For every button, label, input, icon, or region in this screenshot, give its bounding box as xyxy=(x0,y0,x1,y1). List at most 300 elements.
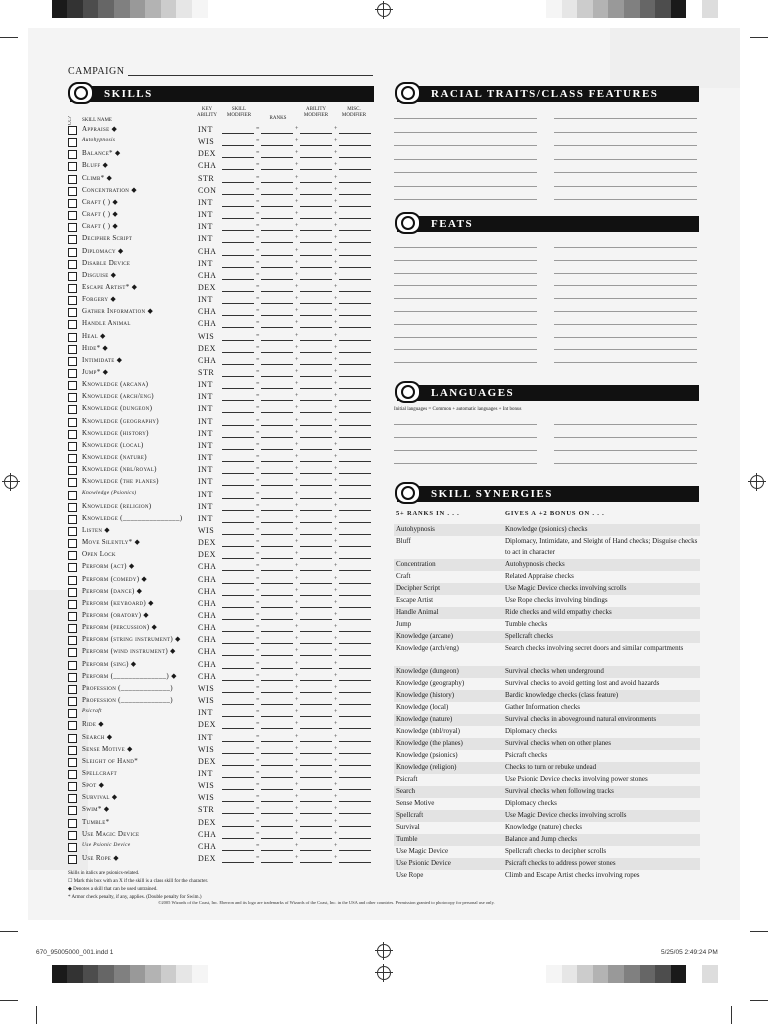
skill-modifier-field[interactable] xyxy=(222,473,254,474)
misc-modifier-field[interactable] xyxy=(339,364,371,365)
ability-modifier-field[interactable] xyxy=(300,558,332,559)
misc-modifier-field[interactable] xyxy=(339,631,371,632)
misc-modifier-field[interactable] xyxy=(339,789,371,790)
ranks-field[interactable] xyxy=(261,157,293,158)
class-skill-checkbox[interactable] xyxy=(68,831,77,840)
misc-modifier-field[interactable] xyxy=(339,400,371,401)
ability-modifier-field[interactable] xyxy=(300,157,332,158)
misc-modifier-field[interactable] xyxy=(339,850,371,851)
ranks-field[interactable] xyxy=(261,826,293,827)
skill-modifier-field[interactable] xyxy=(222,461,254,462)
class-skill-checkbox[interactable] xyxy=(68,734,77,743)
ranks-field[interactable] xyxy=(261,534,293,535)
write-in-line[interactable] xyxy=(554,424,697,425)
write-in-line[interactable] xyxy=(394,186,537,187)
class-skill-checkbox[interactable] xyxy=(68,357,77,366)
ranks-field[interactable] xyxy=(261,376,293,377)
ability-modifier-field[interactable] xyxy=(300,242,332,243)
class-skill-checkbox[interactable] xyxy=(68,636,77,645)
class-skill-checkbox[interactable] xyxy=(68,648,77,657)
misc-modifier-field[interactable] xyxy=(339,145,371,146)
ability-modifier-field[interactable] xyxy=(300,643,332,644)
ranks-field[interactable] xyxy=(261,558,293,559)
misc-modifier-field[interactable] xyxy=(339,765,371,766)
write-in-line[interactable] xyxy=(394,424,537,425)
write-in-line[interactable] xyxy=(394,273,537,274)
ranks-field[interactable] xyxy=(261,838,293,839)
ranks-field[interactable] xyxy=(261,801,293,802)
ranks-field[interactable] xyxy=(261,449,293,450)
write-in-line[interactable] xyxy=(554,118,697,119)
misc-modifier-field[interactable] xyxy=(339,862,371,863)
misc-modifier-field[interactable] xyxy=(339,230,371,231)
ability-modifier-field[interactable] xyxy=(300,388,332,389)
skill-modifier-field[interactable] xyxy=(222,813,254,814)
skill-modifier-field[interactable] xyxy=(222,267,254,268)
class-skill-checkbox[interactable] xyxy=(68,199,77,208)
ability-modifier-field[interactable] xyxy=(300,765,332,766)
misc-modifier-field[interactable] xyxy=(339,801,371,802)
ability-modifier-field[interactable] xyxy=(300,291,332,292)
class-skill-checkbox[interactable] xyxy=(68,855,77,864)
class-skill-checkbox[interactable] xyxy=(68,588,77,597)
skill-modifier-field[interactable] xyxy=(222,765,254,766)
misc-modifier-field[interactable] xyxy=(339,753,371,754)
ability-modifier-field[interactable] xyxy=(300,777,332,778)
write-in-line[interactable] xyxy=(394,145,537,146)
skill-modifier-field[interactable] xyxy=(222,242,254,243)
class-skill-checkbox[interactable] xyxy=(68,721,77,730)
ranks-field[interactable] xyxy=(261,461,293,462)
class-skill-checkbox[interactable] xyxy=(68,624,77,633)
ranks-field[interactable] xyxy=(261,485,293,486)
ability-modifier-field[interactable] xyxy=(300,400,332,401)
class-skill-checkbox[interactable] xyxy=(68,393,77,402)
ranks-field[interactable] xyxy=(261,668,293,669)
ranks-field[interactable] xyxy=(261,437,293,438)
skill-modifier-field[interactable] xyxy=(222,692,254,693)
ability-modifier-field[interactable] xyxy=(300,728,332,729)
ranks-field[interactable] xyxy=(261,327,293,328)
skill-modifier-field[interactable] xyxy=(222,400,254,401)
class-skill-checkbox[interactable] xyxy=(68,284,77,293)
skill-modifier-field[interactable] xyxy=(222,352,254,353)
misc-modifier-field[interactable] xyxy=(339,157,371,158)
class-skill-checkbox[interactable] xyxy=(68,126,77,135)
skill-modifier-field[interactable] xyxy=(222,194,254,195)
ability-modifier-field[interactable] xyxy=(300,194,332,195)
ability-modifier-field[interactable] xyxy=(300,145,332,146)
class-skill-checkbox[interactable] xyxy=(68,600,77,609)
ranks-field[interactable] xyxy=(261,813,293,814)
ability-modifier-field[interactable] xyxy=(300,169,332,170)
misc-modifier-field[interactable] xyxy=(339,473,371,474)
skill-modifier-field[interactable] xyxy=(222,133,254,134)
misc-modifier-field[interactable] xyxy=(339,607,371,608)
ranks-field[interactable] xyxy=(261,133,293,134)
class-skill-checkbox[interactable] xyxy=(68,296,77,305)
misc-modifier-field[interactable] xyxy=(339,716,371,717)
ability-modifier-field[interactable] xyxy=(300,255,332,256)
class-skill-checkbox[interactable] xyxy=(68,333,77,342)
skill-modifier-field[interactable] xyxy=(222,376,254,377)
ability-modifier-field[interactable] xyxy=(300,583,332,584)
class-skill-checkbox[interactable] xyxy=(68,381,77,390)
write-in-line[interactable] xyxy=(394,247,537,248)
class-skill-checkbox[interactable] xyxy=(68,454,77,463)
write-in-line[interactable] xyxy=(394,362,537,363)
ranks-field[interactable] xyxy=(261,364,293,365)
class-skill-checkbox[interactable] xyxy=(68,491,77,500)
ability-modifier-field[interactable] xyxy=(300,449,332,450)
ability-modifier-field[interactable] xyxy=(300,485,332,486)
class-skill-checkbox[interactable] xyxy=(68,345,77,354)
misc-modifier-field[interactable] xyxy=(339,570,371,571)
misc-modifier-field[interactable] xyxy=(339,315,371,316)
class-skill-checkbox[interactable] xyxy=(68,685,77,694)
class-skill-checkbox[interactable] xyxy=(68,758,77,767)
class-skill-checkbox[interactable] xyxy=(68,843,77,852)
class-skill-checkbox[interactable] xyxy=(68,162,77,171)
ranks-field[interactable] xyxy=(261,218,293,219)
ranks-field[interactable] xyxy=(261,789,293,790)
write-in-line[interactable] xyxy=(394,463,537,464)
ability-modifier-field[interactable] xyxy=(300,668,332,669)
skill-modifier-field[interactable] xyxy=(222,522,254,523)
ranks-field[interactable] xyxy=(261,692,293,693)
ranks-field[interactable] xyxy=(261,352,293,353)
ability-modifier-field[interactable] xyxy=(300,692,332,693)
class-skill-checkbox[interactable] xyxy=(68,223,77,232)
ability-modifier-field[interactable] xyxy=(300,801,332,802)
ability-modifier-field[interactable] xyxy=(300,522,332,523)
misc-modifier-field[interactable] xyxy=(339,692,371,693)
ranks-field[interactable] xyxy=(261,655,293,656)
ability-modifier-field[interactable] xyxy=(300,412,332,413)
ability-modifier-field[interactable] xyxy=(300,655,332,656)
skill-modifier-field[interactable] xyxy=(222,182,254,183)
ranks-field[interactable] xyxy=(261,643,293,644)
ranks-field[interactable] xyxy=(261,546,293,547)
ability-modifier-field[interactable] xyxy=(300,437,332,438)
ranks-field[interactable] xyxy=(261,716,293,717)
write-in-line[interactable] xyxy=(394,285,537,286)
write-in-line[interactable] xyxy=(554,463,697,464)
ability-modifier-field[interactable] xyxy=(300,327,332,328)
class-skill-checkbox[interactable] xyxy=(68,515,77,524)
ability-modifier-field[interactable] xyxy=(300,534,332,535)
class-skill-checkbox[interactable] xyxy=(68,794,77,803)
class-skill-checkbox[interactable] xyxy=(68,709,77,718)
skill-modifier-field[interactable] xyxy=(222,643,254,644)
misc-modifier-field[interactable] xyxy=(339,425,371,426)
class-skill-checkbox[interactable] xyxy=(68,308,77,317)
write-in-line[interactable] xyxy=(394,450,537,451)
skill-modifier-field[interactable] xyxy=(222,850,254,851)
ability-modifier-field[interactable] xyxy=(300,230,332,231)
write-in-line[interactable] xyxy=(554,311,697,312)
skill-modifier-field[interactable] xyxy=(222,364,254,365)
write-in-line[interactable] xyxy=(554,362,697,363)
skill-modifier-field[interactable] xyxy=(222,607,254,608)
skill-modifier-field[interactable] xyxy=(222,327,254,328)
ability-modifier-field[interactable] xyxy=(300,862,332,863)
class-skill-checkbox[interactable] xyxy=(68,418,77,427)
class-skill-checkbox[interactable] xyxy=(68,770,77,779)
misc-modifier-field[interactable] xyxy=(339,218,371,219)
write-in-line[interactable] xyxy=(394,324,537,325)
write-in-line[interactable] xyxy=(394,118,537,119)
misc-modifier-field[interactable] xyxy=(339,449,371,450)
write-in-line[interactable] xyxy=(394,298,537,299)
skill-modifier-field[interactable] xyxy=(222,291,254,292)
skill-modifier-field[interactable] xyxy=(222,728,254,729)
skill-modifier-field[interactable] xyxy=(222,655,254,656)
skill-modifier-field[interactable] xyxy=(222,741,254,742)
skill-modifier-field[interactable] xyxy=(222,218,254,219)
write-in-line[interactable] xyxy=(554,437,697,438)
class-skill-checkbox[interactable] xyxy=(68,782,77,791)
skill-modifier-field[interactable] xyxy=(222,340,254,341)
ranks-field[interactable] xyxy=(261,728,293,729)
write-in-line[interactable] xyxy=(554,247,697,248)
skill-modifier-field[interactable] xyxy=(222,826,254,827)
skill-modifier-field[interactable] xyxy=(222,157,254,158)
ability-modifier-field[interactable] xyxy=(300,364,332,365)
ability-modifier-field[interactable] xyxy=(300,716,332,717)
ability-modifier-field[interactable] xyxy=(300,753,332,754)
skill-modifier-field[interactable] xyxy=(222,412,254,413)
ranks-field[interactable] xyxy=(261,340,293,341)
write-in-line[interactable] xyxy=(554,199,697,200)
write-in-line[interactable] xyxy=(554,132,697,133)
ability-modifier-field[interactable] xyxy=(300,631,332,632)
class-skill-checkbox[interactable] xyxy=(68,576,77,585)
ranks-field[interactable] xyxy=(261,388,293,389)
class-skill-checkbox[interactable] xyxy=(68,539,77,548)
write-in-line[interactable] xyxy=(394,260,537,261)
ranks-field[interactable] xyxy=(261,498,293,499)
misc-modifier-field[interactable] xyxy=(339,255,371,256)
ability-modifier-field[interactable] xyxy=(300,303,332,304)
ranks-field[interactable] xyxy=(261,680,293,681)
ability-modifier-field[interactable] xyxy=(300,704,332,705)
skill-modifier-field[interactable] xyxy=(222,169,254,170)
skill-modifier-field[interactable] xyxy=(222,777,254,778)
misc-modifier-field[interactable] xyxy=(339,267,371,268)
ranks-field[interactable] xyxy=(261,862,293,863)
ability-modifier-field[interactable] xyxy=(300,619,332,620)
misc-modifier-field[interactable] xyxy=(339,838,371,839)
misc-modifier-field[interactable] xyxy=(339,741,371,742)
skill-modifier-field[interactable] xyxy=(222,619,254,620)
misc-modifier-field[interactable] xyxy=(339,376,371,377)
misc-modifier-field[interactable] xyxy=(339,534,371,535)
misc-modifier-field[interactable] xyxy=(339,668,371,669)
ability-modifier-field[interactable] xyxy=(300,498,332,499)
ranks-field[interactable] xyxy=(261,631,293,632)
skill-modifier-field[interactable] xyxy=(222,303,254,304)
misc-modifier-field[interactable] xyxy=(339,206,371,207)
ranks-field[interactable] xyxy=(261,267,293,268)
write-in-line[interactable] xyxy=(554,159,697,160)
class-skill-checkbox[interactable] xyxy=(68,478,77,487)
write-in-line[interactable] xyxy=(394,437,537,438)
write-in-line[interactable] xyxy=(394,159,537,160)
ranks-field[interactable] xyxy=(261,206,293,207)
class-skill-checkbox[interactable] xyxy=(68,175,77,184)
skill-modifier-field[interactable] xyxy=(222,704,254,705)
misc-modifier-field[interactable] xyxy=(339,388,371,389)
ability-modifier-field[interactable] xyxy=(300,473,332,474)
ability-modifier-field[interactable] xyxy=(300,680,332,681)
ranks-field[interactable] xyxy=(261,777,293,778)
class-skill-checkbox[interactable] xyxy=(68,819,77,828)
ranks-field[interactable] xyxy=(261,510,293,511)
class-skill-checkbox[interactable] xyxy=(68,430,77,439)
write-in-line[interactable] xyxy=(554,285,697,286)
class-skill-checkbox[interactable] xyxy=(68,806,77,815)
ability-modifier-field[interactable] xyxy=(300,315,332,316)
class-skill-checkbox[interactable] xyxy=(68,442,77,451)
skill-modifier-field[interactable] xyxy=(222,485,254,486)
ability-modifier-field[interactable] xyxy=(300,741,332,742)
ranks-field[interactable] xyxy=(261,182,293,183)
misc-modifier-field[interactable] xyxy=(339,461,371,462)
misc-modifier-field[interactable] xyxy=(339,194,371,195)
write-in-line[interactable] xyxy=(554,186,697,187)
skill-modifier-field[interactable] xyxy=(222,583,254,584)
campaign-field[interactable] xyxy=(128,75,373,76)
ranks-field[interactable] xyxy=(261,291,293,292)
class-skill-checkbox[interactable] xyxy=(68,248,77,257)
class-skill-checkbox[interactable] xyxy=(68,260,77,269)
skill-modifier-field[interactable] xyxy=(222,498,254,499)
class-skill-checkbox[interactable] xyxy=(68,673,77,682)
ranks-field[interactable] xyxy=(261,570,293,571)
skill-modifier-field[interactable] xyxy=(222,862,254,863)
skill-modifier-field[interactable] xyxy=(222,801,254,802)
write-in-line[interactable] xyxy=(554,260,697,261)
write-in-line[interactable] xyxy=(394,132,537,133)
misc-modifier-field[interactable] xyxy=(339,680,371,681)
class-skill-checkbox[interactable] xyxy=(68,150,77,159)
skill-modifier-field[interactable] xyxy=(222,838,254,839)
ability-modifier-field[interactable] xyxy=(300,425,332,426)
class-skill-checkbox[interactable] xyxy=(68,466,77,475)
write-in-line[interactable] xyxy=(394,311,537,312)
misc-modifier-field[interactable] xyxy=(339,303,371,304)
ranks-field[interactable] xyxy=(261,741,293,742)
ability-modifier-field[interactable] xyxy=(300,813,332,814)
write-in-line[interactable] xyxy=(554,450,697,451)
ranks-field[interactable] xyxy=(261,850,293,851)
skill-modifier-field[interactable] xyxy=(222,425,254,426)
write-in-line[interactable] xyxy=(394,172,537,173)
misc-modifier-field[interactable] xyxy=(339,595,371,596)
class-skill-checkbox[interactable] xyxy=(68,661,77,670)
skill-modifier-field[interactable] xyxy=(222,279,254,280)
skill-modifier-field[interactable] xyxy=(222,753,254,754)
write-in-line[interactable] xyxy=(554,349,697,350)
ability-modifier-field[interactable] xyxy=(300,570,332,571)
class-skill-checkbox[interactable] xyxy=(68,369,77,378)
ranks-field[interactable] xyxy=(261,230,293,231)
misc-modifier-field[interactable] xyxy=(339,643,371,644)
class-skill-checkbox[interactable] xyxy=(68,211,77,220)
skill-modifier-field[interactable] xyxy=(222,558,254,559)
ability-modifier-field[interactable] xyxy=(300,461,332,462)
skill-modifier-field[interactable] xyxy=(222,206,254,207)
write-in-line[interactable] xyxy=(554,324,697,325)
ranks-field[interactable] xyxy=(261,242,293,243)
misc-modifier-field[interactable] xyxy=(339,242,371,243)
ability-modifier-field[interactable] xyxy=(300,352,332,353)
write-in-line[interactable] xyxy=(554,337,697,338)
misc-modifier-field[interactable] xyxy=(339,655,371,656)
ability-modifier-field[interactable] xyxy=(300,789,332,790)
ranks-field[interactable] xyxy=(261,400,293,401)
misc-modifier-field[interactable] xyxy=(339,412,371,413)
ability-modifier-field[interactable] xyxy=(300,826,332,827)
class-skill-checkbox[interactable] xyxy=(68,138,77,147)
ranks-field[interactable] xyxy=(261,522,293,523)
class-skill-checkbox[interactable] xyxy=(68,612,77,621)
misc-modifier-field[interactable] xyxy=(339,619,371,620)
ranks-field[interactable] xyxy=(261,583,293,584)
ranks-field[interactable] xyxy=(261,303,293,304)
write-in-line[interactable] xyxy=(554,145,697,146)
write-in-line[interactable] xyxy=(554,172,697,173)
ability-modifier-field[interactable] xyxy=(300,595,332,596)
ranks-field[interactable] xyxy=(261,425,293,426)
write-in-line[interactable] xyxy=(394,349,537,350)
misc-modifier-field[interactable] xyxy=(339,279,371,280)
skill-modifier-field[interactable] xyxy=(222,315,254,316)
class-skill-checkbox[interactable] xyxy=(68,272,77,281)
write-in-line[interactable] xyxy=(554,273,697,274)
class-skill-checkbox[interactable] xyxy=(68,503,77,512)
skill-modifier-field[interactable] xyxy=(222,534,254,535)
ranks-field[interactable] xyxy=(261,279,293,280)
ranks-field[interactable] xyxy=(261,255,293,256)
ranks-field[interactable] xyxy=(261,315,293,316)
skill-modifier-field[interactable] xyxy=(222,789,254,790)
write-in-line[interactable] xyxy=(554,298,697,299)
ability-modifier-field[interactable] xyxy=(300,279,332,280)
misc-modifier-field[interactable] xyxy=(339,558,371,559)
misc-modifier-field[interactable] xyxy=(339,522,371,523)
ranks-field[interactable] xyxy=(261,704,293,705)
skill-modifier-field[interactable] xyxy=(222,595,254,596)
skill-modifier-field[interactable] xyxy=(222,437,254,438)
ability-modifier-field[interactable] xyxy=(300,850,332,851)
class-skill-checkbox[interactable] xyxy=(68,320,77,329)
ability-modifier-field[interactable] xyxy=(300,133,332,134)
misc-modifier-field[interactable] xyxy=(339,583,371,584)
ranks-field[interactable] xyxy=(261,765,293,766)
misc-modifier-field[interactable] xyxy=(339,437,371,438)
ranks-field[interactable] xyxy=(261,473,293,474)
ability-modifier-field[interactable] xyxy=(300,546,332,547)
class-skill-checkbox[interactable] xyxy=(68,746,77,755)
ranks-field[interactable] xyxy=(261,595,293,596)
skill-modifier-field[interactable] xyxy=(222,546,254,547)
ranks-field[interactable] xyxy=(261,145,293,146)
skill-modifier-field[interactable] xyxy=(222,230,254,231)
class-skill-checkbox[interactable] xyxy=(68,405,77,414)
ability-modifier-field[interactable] xyxy=(300,510,332,511)
